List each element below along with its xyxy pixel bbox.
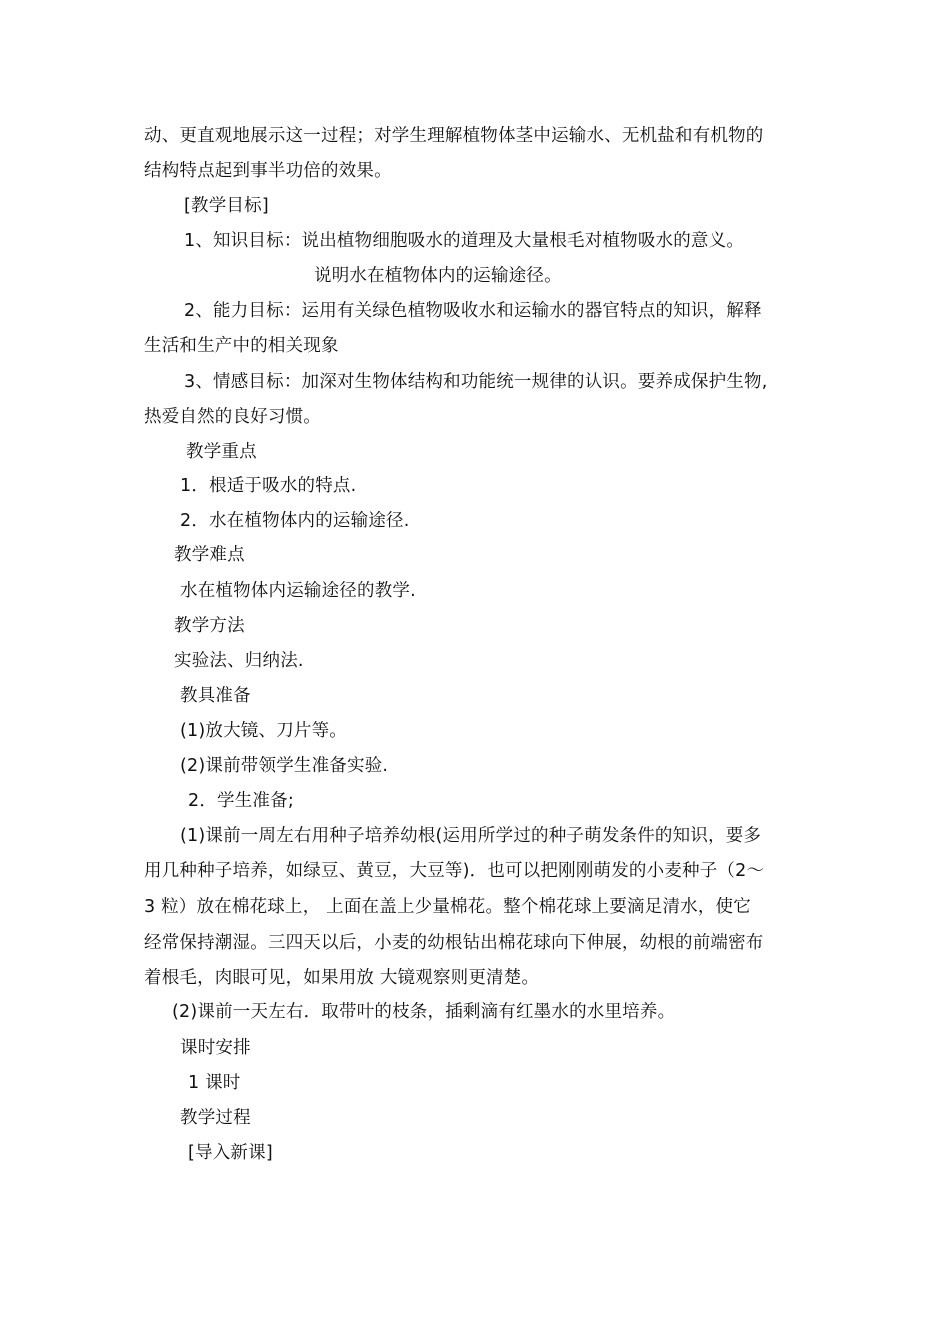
schedule-text: 1 课时 — [188, 1073, 241, 1093]
key-point-1: 1．根适于吸水的特点. — [180, 476, 357, 496]
tools-item-2: (2)课前带领学生准备实验. — [180, 756, 389, 776]
student-prep-1: (1)课前一周左右用种子培养幼根(运用所学过的种子萌发条件的知识，要多 — [180, 826, 762, 846]
section-heading-schedule: 课时安排 — [180, 1038, 251, 1058]
objective-ability-cont: 生活和生产中的相关现象 — [144, 336, 339, 356]
key-point-2: 2．水在植物体内的运输途径. — [180, 511, 410, 531]
section-heading-tools: 教具准备 — [180, 686, 251, 706]
student-prep-1-cont-c: 经常保持潮湿。三四天以后，小麦的幼根钻出棉花球向下伸展，幼根的前端密布 — [144, 933, 764, 953]
student-prep-1-cont-d: 着根毛，肉眼可见，如果用放 大镜观察则更清楚。 — [144, 968, 540, 988]
section-heading-key-points: 教学重点 — [186, 442, 257, 462]
objective-emotion-cont: 热爱自然的良好习惯。 — [144, 407, 321, 427]
student-prep-1-cont-b: 3 粒）放在棉花球上， 上面在盖上少量棉花。整个棉花球上要滴足清水，使它 — [144, 897, 751, 917]
section-heading-objectives: [教学目标] — [184, 196, 269, 216]
text-line-2: 结构特点起到事半功倍的效果。 — [144, 161, 392, 181]
section-heading-difficulties: 教学难点 — [174, 545, 245, 565]
objective-ability: 2、能力目标：运用有关绿色植物吸收水和运输水的器官特点的知识，解释 — [184, 301, 762, 321]
student-prep-1-cont-a: 用几种种子培养，如绿豆、黄豆，大豆等)．也可以把刚刚萌发的小麦种子（2～ — [144, 861, 765, 881]
difficulty-text: 水在植物体内运输途径的教学. — [180, 581, 416, 601]
methods-text: 实验法、归纳法. — [174, 651, 304, 671]
objective-knowledge-cont: 说明水在植物体内的运输途径。 — [314, 266, 562, 286]
objective-emotion: 3、情感目标：加深对生物体结构和功能统一规律的认识。要养成保护生物, — [184, 372, 768, 392]
section-heading-process: 教学过程 — [180, 1108, 251, 1128]
section-heading-intro: [导入新课] — [188, 1143, 273, 1163]
student-prep-2: (2)课前一天左右．取带叶的枝条，插剩滴有红墨水的水里培养。 — [172, 1002, 676, 1022]
text-line-1: 动、更直观地展示这一过程；对学生理解植物体茎中运输水、无机盐和有机物的 — [144, 126, 764, 146]
tools-item-1: (1)放大镜、刀片等。 — [180, 721, 347, 741]
section-heading-methods: 教学方法 — [174, 616, 245, 636]
section-heading-student-prep: 2．学生准备; — [188, 791, 294, 811]
objective-knowledge: 1、知识目标：说出植物细胞吸水的道理及大量根毛对植物吸水的意义。 — [184, 231, 745, 251]
